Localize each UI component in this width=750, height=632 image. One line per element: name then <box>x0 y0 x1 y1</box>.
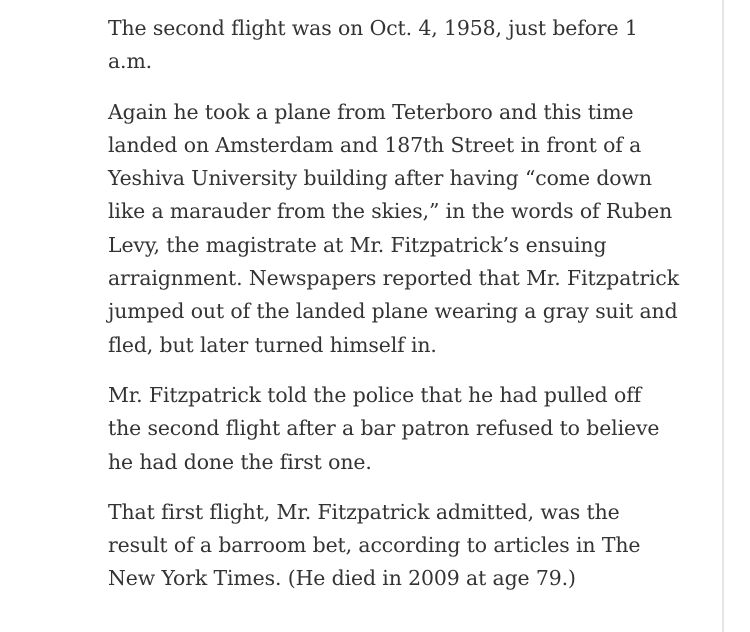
article-paragraph-1: The second flight was on Oct. 4, 1958, just before 1 a.m. <box>108 16 638 74</box>
article-paragraph-3: Mr. Fitzpatrick told the police that he had pulled off the second flight after a bar patron refused to believe he had done the first one. <box>108 382 660 474</box>
article-paragraph-4: That first flight, Mr. Fitzpatrick admitted, was the result of a barroom bet, according to articles in The New York Times. (He died in 2009 at age 79.) <box>108 499 641 591</box>
article-paragraph-2: Again he took a plane from Teterboro and this time landed on Amsterdam and 187th Street in front of a Yeshiva University building after having “come down like a marauder from the skies,” in the words of Ruben Levy, the magistrate at Mr. Fitzpatrick’s ensuing arraignment. Newspapers reported that Mr. Fitzpatrick jumped out of the landed plane wearing a gray suit and fled, but later turned himself in. <box>108 99 680 357</box>
scrollbar-track[interactable] <box>722 0 724 632</box>
article-body <box>108 12 680 613</box>
